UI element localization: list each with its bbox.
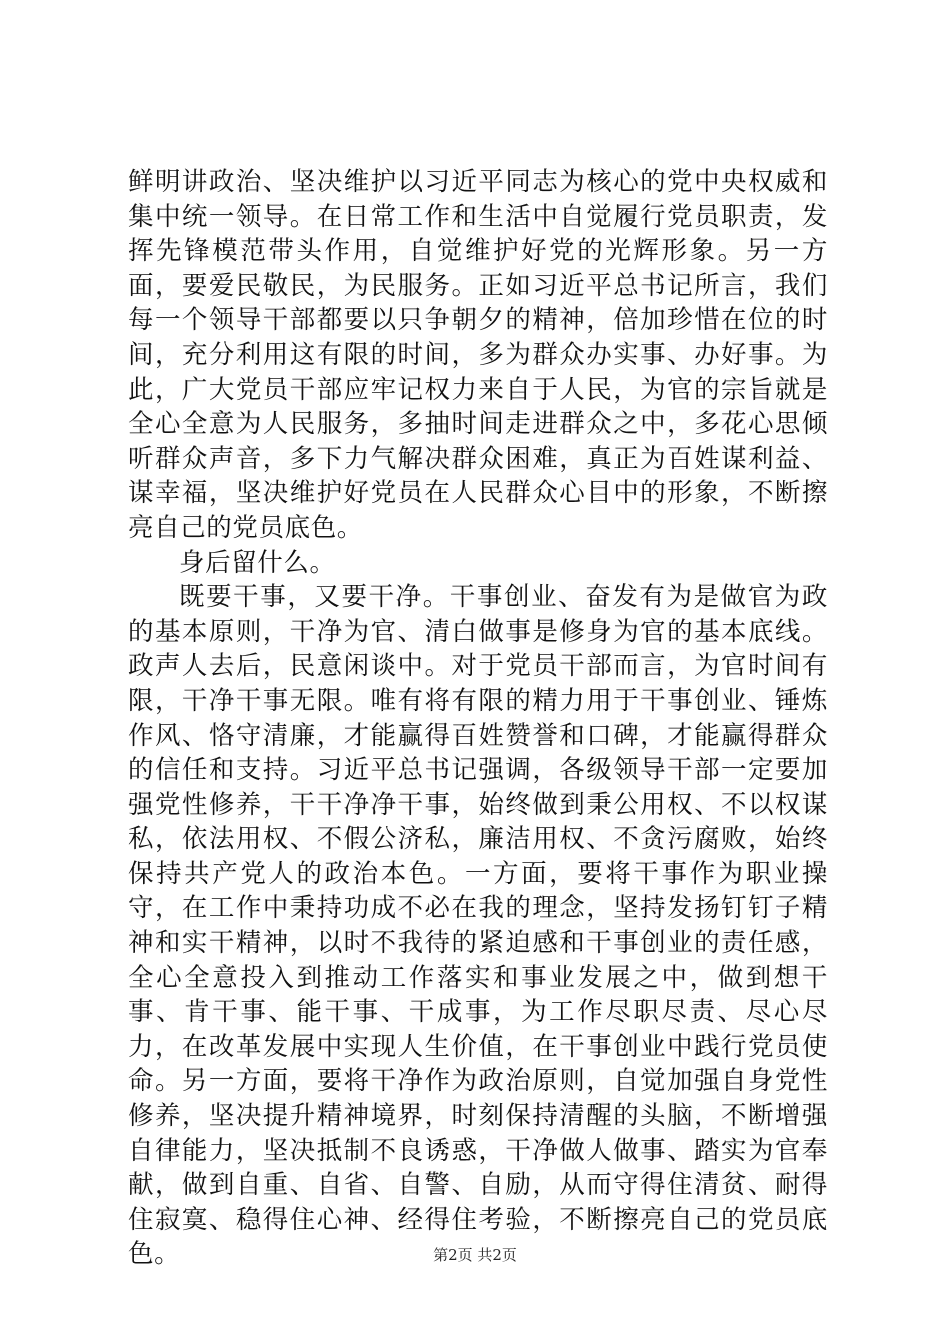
document-body (128, 165, 828, 1272)
paragraph-continuation: 鲜明讲政治、坚决维护以习近平同志为核心的党中央权威和集中统一领导。在日常工作和生活中自觉履行党员职责，发挥先锋模范带头作用，自觉维护好党的光辉形象。另一方面，要爱民敬民，为民服务。正如习近平总书记所言，我们每一个领导干部都要以只争朝夕的精神，倍加珍惜在位的时间，充分利用这有限的时间，多为群众办实事、办好事。为此，广大党员干部应牢记权力来自于人民，为官的宗旨就是全心全意为人民服务，多抽时间走进群众之中，多花心思倾听群众声音，多下力气解决群众困难，真正为百姓谋利益、谋幸福，坚决维护好党员在人民群众心目中的形象，不断擦亮自己的党员底色。 (128, 167, 828, 543)
page-footer: 第2页 共2页 (433, 1246, 517, 1264)
paragraph-heading: 身后留什么。 (179, 547, 336, 578)
paragraph-body: 既要干事，又要干净。干事创业、奋发有为是做官为政的基本原则，干净为官、清白做事是修身为官的基本底线。政声人去后，民意闲谈中。对于党员干部而言，为官时间有限，干净干事无限。唯有将有限的精力用于干事创业、锤炼作风、恪守清廉，才能赢得百姓赞誉和口碑，才能赢得群众的信任和支持。习近平总书记强调，各级领导干部一定要加强党性修养，干干净净干事，始终做到秉公用权、不以权谋私，依法用权、不假公济私，廉洁用权、不贪污腐败，始终保持共产党人的政治本色。一方面，要将干事作为职业操守，在工作中秉持功成不必在我的理念，坚持发扬钉钉子精神和实干精神，以时不我待的紧迫感和干事创业的责任感，全心全意投入到推动工作落实和事业发展之中，做到想干事、肯干事、能干事、干成事，为工作尽职尽责、尽心尽力，在改革发展中实现人生价值，在干事创业中践行党员使命。另一方面，要将干净作为政治原则，自觉加强自身党性修养，坚决提升精神境界，时刻保持清醒的头脑，不断增强自律能力，坚决抵制不良诱惑，干净做人做事、踏实为官奉献，做到自重、自省、自警、自励，从而守得住清贫、耐得住寂寞、稳得住心神、经得住考验，不断擦亮自己的党员底色。 (128, 582, 828, 1270)
